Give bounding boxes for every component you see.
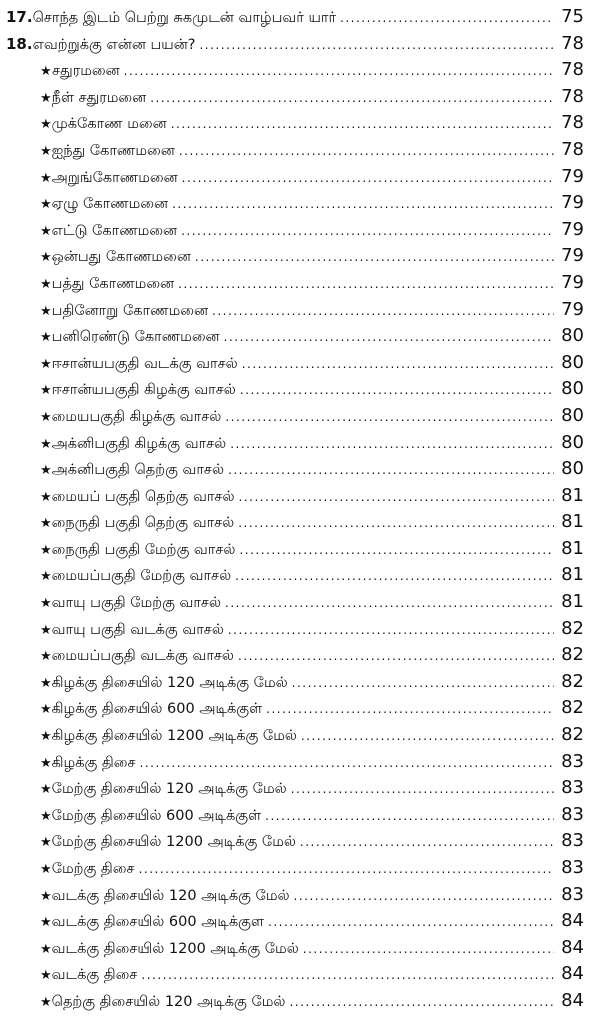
page-number: 79 <box>561 192 584 214</box>
sub-entry-title: வடக்கு திசையில் 600 அடிக்குள <box>51 914 265 931</box>
star-bullet-icon: ★ <box>40 649 52 665</box>
toc-sub-entry <box>0 882 600 909</box>
sub-entry-title: நைருதி பகுதி தெற்கு வாசல் <box>51 515 235 532</box>
toc-sub-entry <box>0 855 600 882</box>
page-number: 81 <box>561 484 584 506</box>
sub-entry-title: பதினோறு கோணமனை <box>51 302 209 319</box>
toc-entry-17 <box>0 4 600 31</box>
star-bullet-icon: ★ <box>40 383 52 399</box>
page-number: 83 <box>561 830 584 852</box>
toc-sub-entry <box>0 509 600 536</box>
star-bullet-icon: ★ <box>40 90 52 106</box>
dot-leader <box>268 909 554 936</box>
page-number: 81 <box>561 564 584 586</box>
page-number: 84 <box>561 989 584 1011</box>
page-number: 83 <box>561 883 584 905</box>
page-number: 84 <box>561 963 584 985</box>
sub-entry-title: நைருதி பகுதி மேற்கு வாசல் <box>51 541 236 558</box>
page-number: 78 <box>561 138 584 160</box>
dot-leader <box>265 803 554 830</box>
star-bullet-icon: ★ <box>40 808 52 824</box>
toc-sub-entry <box>0 536 600 563</box>
sub-entry-title: கிழக்கு திசை <box>51 754 136 771</box>
page-number: 80 <box>561 431 584 453</box>
star-bullet-icon: ★ <box>40 489 52 505</box>
page-number: 82 <box>561 644 584 666</box>
star-bullet-icon: ★ <box>40 675 52 691</box>
sub-entry-title: ஐந்து கோணமனை <box>51 142 175 159</box>
toc-sub-entry <box>0 297 600 324</box>
toc-sub-entry <box>0 190 600 217</box>
toc-sub-entry <box>0 988 600 1015</box>
star-bullet-icon: ★ <box>40 622 52 638</box>
toc-sub-entry <box>0 217 600 244</box>
toc-sub-entry <box>0 243 600 270</box>
page-number: 83 <box>561 750 584 772</box>
dot-leader <box>225 590 554 617</box>
dot-leader <box>239 484 555 511</box>
toc-sub-entry <box>0 961 600 988</box>
entry-number: 18. <box>6 34 33 53</box>
dot-leader <box>181 218 554 245</box>
toc-sub-entry <box>0 749 600 776</box>
star-bullet-icon: ★ <box>40 915 52 931</box>
star-bullet-icon: ★ <box>40 436 52 452</box>
dot-leader <box>195 244 554 271</box>
dot-leader <box>291 776 554 803</box>
page-number: 75 <box>561 6 584 27</box>
toc-sub-entry <box>0 669 600 696</box>
page-number: 82 <box>561 697 584 719</box>
page-number: 80 <box>561 325 584 347</box>
toc-sub-entry <box>0 483 600 510</box>
dot-leader <box>238 643 554 670</box>
toc-sub-entry <box>0 430 600 457</box>
toc-sub-entry <box>0 456 600 483</box>
sub-entry-title: கிழக்கு திசையில் 1200 அடிக்கு மேல் <box>51 728 297 745</box>
sub-entry-title: பத்து கோணமனை <box>51 275 175 292</box>
page-number: 78 <box>561 59 584 81</box>
dot-leader <box>238 510 554 537</box>
toc-sub-entry <box>0 376 600 403</box>
dot-leader <box>301 723 554 750</box>
toc-sub-entry <box>0 270 600 297</box>
page-number: 84 <box>561 936 584 958</box>
dot-leader <box>140 750 554 777</box>
dot-leader <box>300 829 554 856</box>
dot-leader <box>340 5 554 32</box>
star-bullet-icon: ★ <box>40 569 52 585</box>
page-number: 84 <box>561 910 584 932</box>
toc-sub-entry <box>0 84 600 111</box>
star-bullet-icon: ★ <box>40 223 52 239</box>
sub-entry-title: மையப்பகுதி மேற்கு வாசல் <box>51 568 232 585</box>
toc-sub-entry <box>0 642 600 669</box>
sub-entry-title: மையப்பகுதி வடக்கு வாசல் <box>51 648 234 665</box>
star-bullet-icon: ★ <box>40 250 52 266</box>
sub-entry-title: மேற்கு திசையில் 120 அடிக்கு மேல் <box>51 781 287 798</box>
sub-entry-title: வாயு பகுதி வடக்கு வாசல் <box>51 621 224 638</box>
dot-leader <box>139 856 554 883</box>
page-number: 80 <box>561 351 584 373</box>
page-number: 82 <box>561 617 584 639</box>
sub-entry-title: சதுரமனை <box>52 63 120 80</box>
star-bullet-icon: ★ <box>40 330 52 346</box>
dot-leader <box>294 883 554 910</box>
page-number: 80 <box>561 404 584 426</box>
toc-sub-entry <box>0 350 600 377</box>
sub-entry-title: கிழக்கு திசையில் 120 அடிக்கு மேல் <box>51 674 288 691</box>
sub-entry-title: வாயு பகுதி மேற்கு வாசல் <box>51 595 221 612</box>
page-number: 81 <box>561 537 584 559</box>
page-number: 78 <box>561 32 584 54</box>
dot-leader <box>182 165 554 192</box>
dot-leader <box>124 58 554 85</box>
dot-leader <box>228 617 554 644</box>
sub-entry-title: ஈசான்யபகுதி வடக்கு வாசல் <box>51 355 238 372</box>
toc-sub-entry <box>0 775 600 802</box>
page-number: 78 <box>561 85 584 107</box>
sub-entry-title: வடக்கு திசை <box>51 967 138 984</box>
page-number: 83 <box>561 803 584 825</box>
entry-number: 17. <box>6 8 33 26</box>
dot-leader <box>228 457 554 484</box>
sub-entry-title: ஒன்பது கோணமனை <box>51 249 191 266</box>
page-number: 83 <box>561 857 584 878</box>
page-number: 79 <box>561 298 584 320</box>
toc-sub-entry <box>0 935 600 962</box>
sub-entry-title: ஏழு கோணமனை <box>51 196 169 213</box>
sub-entry-title: முக்கோண மனை <box>51 116 167 133</box>
dot-leader <box>224 324 554 351</box>
toc-sub-entry <box>0 908 600 935</box>
dot-leader <box>179 138 554 165</box>
page-number: 81 <box>561 511 584 533</box>
star-bullet-icon: ★ <box>40 64 52 80</box>
star-bullet-icon: ★ <box>40 835 52 851</box>
sub-entry-title: மேற்கு திசையில் 1200 அடிக்கு மேல் <box>51 834 296 851</box>
entry-title: சொந்த இடம் பெற்று சுகமுடன் வாழ்பவர் யார் <box>32 10 337 26</box>
star-bullet-icon: ★ <box>40 170 52 186</box>
page-number: 79 <box>561 165 584 187</box>
star-bullet-icon: ★ <box>40 941 52 957</box>
dot-leader <box>171 111 554 138</box>
toc-sub-entry <box>0 616 600 643</box>
toc-sub-entry <box>0 57 600 84</box>
star-bullet-icon: ★ <box>40 276 52 292</box>
star-bullet-icon: ★ <box>40 888 52 904</box>
star-bullet-icon: ★ <box>40 755 52 771</box>
dot-leader <box>150 85 554 112</box>
star-bullet-icon: ★ <box>40 702 52 718</box>
page-number: 83 <box>561 777 584 799</box>
sub-entry-list <box>0 57 600 1014</box>
sub-entry-title: எட்டு கோணமனை <box>51 222 178 239</box>
toc-sub-entry <box>0 323 600 350</box>
sub-entry-title: கிழக்கு திசையில் 600 அடிக்குள் <box>51 701 263 718</box>
page-number: 82 <box>561 724 584 746</box>
toc-sub-entry <box>0 802 600 829</box>
dot-leader <box>199 32 554 59</box>
sub-entry-title: நீள் சதுரமனை <box>51 89 147 106</box>
page-number: 80 <box>561 378 584 400</box>
page-number: 80 <box>561 458 584 480</box>
star-bullet-icon: ★ <box>40 303 52 319</box>
dot-leader <box>178 271 554 298</box>
sub-entry-title: ஈசான்யபகுதி கிழக்கு வாசல் <box>51 382 236 399</box>
star-bullet-icon: ★ <box>40 782 52 798</box>
star-bullet-icon: ★ <box>40 596 52 612</box>
dot-leader <box>141 962 554 989</box>
sub-entry-title: மையபகுதி கிழக்கு வாசல் <box>51 408 222 425</box>
dot-leader <box>292 670 554 697</box>
toc-sub-entry <box>0 722 600 749</box>
star-bullet-icon: ★ <box>40 968 52 984</box>
dot-leader <box>172 191 554 218</box>
dot-leader <box>225 404 554 431</box>
toc-sub-entry <box>0 137 600 164</box>
sub-entry-title: மையப் பகுதி தெற்கு வாசல் <box>51 488 235 505</box>
star-bullet-icon: ★ <box>40 117 52 133</box>
star-bullet-icon: ★ <box>40 542 52 558</box>
star-bullet-icon: ★ <box>40 197 52 213</box>
entry-title: எவற்றுக்கு என்ன பயன்? <box>32 36 196 53</box>
sub-entry-title: தெற்கு திசையில் 120 அடிக்கு மேல் <box>51 993 286 1010</box>
dot-leader <box>235 563 554 590</box>
toc-sub-entry <box>0 403 600 430</box>
toc-entry-18 <box>0 31 600 58</box>
page-number: 81 <box>561 591 584 613</box>
sub-entry-title: மேற்கு திசையில் 600 அடிக்குள் <box>51 807 262 824</box>
star-bullet-icon: ★ <box>40 356 52 372</box>
toc-sub-entry <box>0 828 600 855</box>
dot-leader <box>230 431 554 458</box>
sub-entry-title: அறுங்கோணமனை <box>51 169 178 186</box>
dot-leader <box>239 537 554 564</box>
dot-leader <box>303 936 554 963</box>
star-bullet-icon: ★ <box>40 729 52 745</box>
sub-entry-title: மேற்கு திசை <box>51 861 135 877</box>
page-number: 82 <box>561 670 584 692</box>
sub-entry-title: வடக்கு திசையில் 120 அடிக்கு மேல் <box>51 887 290 904</box>
dot-leader <box>266 696 554 723</box>
star-bullet-icon: ★ <box>40 994 52 1010</box>
star-bullet-icon: ★ <box>40 143 52 159</box>
dot-leader <box>240 377 554 404</box>
toc-sub-entry <box>0 164 600 191</box>
sub-entry-title: பனிரெண்டு கோணமனை <box>51 329 220 346</box>
sub-entry-title: அக்னிபகுதி கிழக்கு வாசல் <box>51 435 227 452</box>
toc-sub-entry <box>0 110 600 137</box>
star-bullet-icon: ★ <box>40 516 52 532</box>
page-number: 79 <box>561 271 584 293</box>
sub-entry-title: வடக்கு திசையில் 1200 அடிக்கு மேல் <box>51 940 299 957</box>
toc-sub-entry <box>0 562 600 589</box>
star-bullet-icon: ★ <box>40 463 52 479</box>
toc-sub-entry <box>0 589 600 616</box>
star-bullet-icon: ★ <box>40 862 52 877</box>
page-number: 79 <box>561 245 584 267</box>
dot-leader <box>212 298 554 325</box>
page-number: 78 <box>561 112 584 134</box>
star-bullet-icon: ★ <box>40 409 52 425</box>
dot-leader <box>242 351 554 378</box>
toc-sub-entry <box>0 695 600 722</box>
page-number: 79 <box>561 218 584 240</box>
sub-entry-title: அக்னிபகுதி தெற்கு வாசல் <box>51 462 224 479</box>
